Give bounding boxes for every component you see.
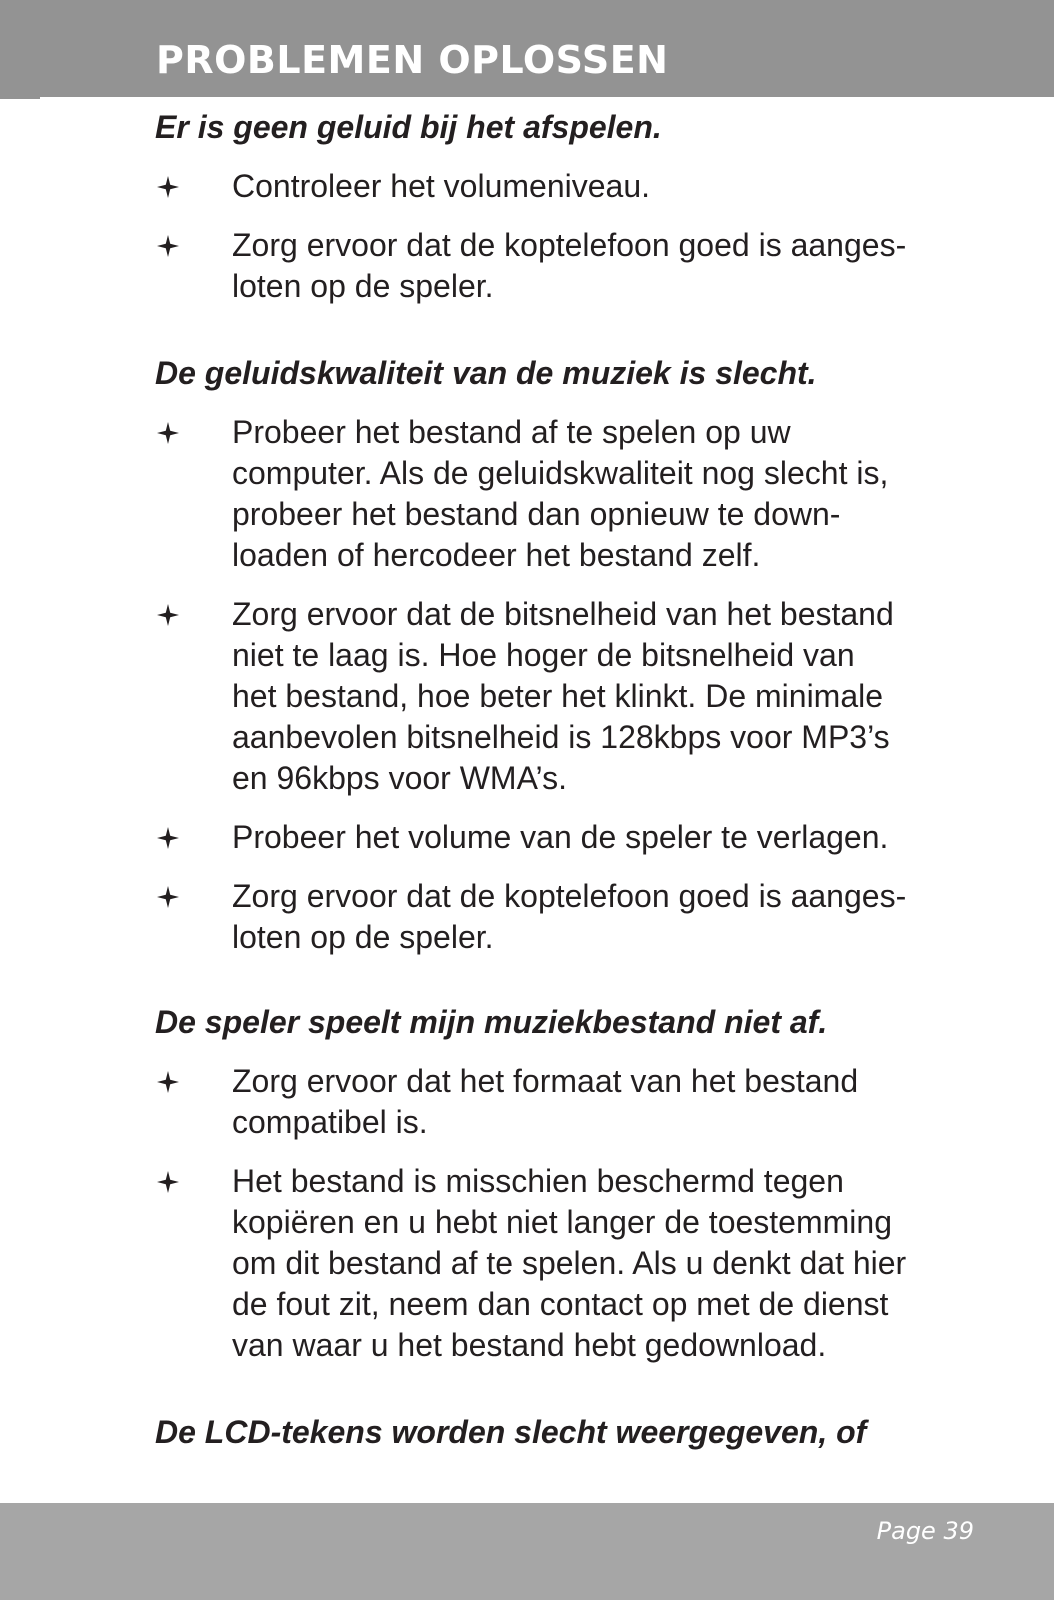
page-title: PROBLEMEN OPLOSSEN xyxy=(156,38,669,82)
item-text-line: Probeer het volume van de speler te verlagen. xyxy=(232,819,889,855)
item-text-line: computer. Als de geluidskwaliteit nog slecht is, xyxy=(232,455,889,491)
item-text-line: Probeer het bestand af te spelen op uw xyxy=(232,414,791,450)
section-lcd-characters xyxy=(155,1412,995,1452)
list-item xyxy=(155,1161,995,1366)
section-no-playback xyxy=(155,1002,995,1366)
section-heading: De speler speelt mijn muziekbestand niet af. xyxy=(155,1004,828,1040)
item-text-line: het bestand, hoe beter het klinkt. De minimale xyxy=(232,678,884,714)
item-text-line: loten op de speler. xyxy=(232,268,494,304)
list-item xyxy=(155,876,995,958)
item-text-line: loten op de speler. xyxy=(232,919,494,955)
section-heading: Er is geen geluid bij het afspelen. xyxy=(155,109,662,145)
section-heading: De geluidskwaliteit van de muziek is slecht. xyxy=(155,355,817,391)
list-item xyxy=(155,1061,995,1143)
page-number: Page 39 xyxy=(876,1517,974,1545)
star-bullet-icon xyxy=(155,166,181,207)
item-text-line: om dit bestand af te spelen. Als u denkt dat hier xyxy=(232,1245,907,1281)
item-text-line: Zorg ervoor dat het formaat van het bestand xyxy=(232,1063,859,1099)
section-heading: De LCD-tekens worden slecht weergegeven, of xyxy=(155,1414,867,1450)
star-bullet-icon xyxy=(155,225,181,266)
section-no-sound xyxy=(155,107,995,307)
item-text-line: Zorg ervoor dat de bitsnelheid van het bestand xyxy=(232,596,894,632)
section-sound-quality xyxy=(155,353,995,958)
star-bullet-icon xyxy=(155,876,181,917)
item-text-line: van waar u het bestand hebt gedownload. xyxy=(232,1327,827,1363)
item-text-line: en 96kbps voor WMA’s. xyxy=(232,760,567,796)
item-text-line: probeer het bestand dan opnieuw te down- xyxy=(232,496,841,532)
item-text-line: de fout zit, neem dan contact op met de dienst xyxy=(232,1286,889,1322)
list-item xyxy=(155,412,995,576)
star-bullet-icon xyxy=(155,1161,181,1202)
header-divider xyxy=(0,97,40,99)
list-item xyxy=(155,225,995,307)
list-item xyxy=(155,166,995,207)
item-text-line: niet te laag is. Hoe hoger de bitsnelheid van xyxy=(232,637,855,673)
item-text-line: Controleer het volumeniveau. xyxy=(232,168,651,204)
item-text-line: compatibel is. xyxy=(232,1104,428,1140)
star-bullet-icon xyxy=(155,1061,181,1102)
list-item xyxy=(155,594,995,799)
item-text-line: Zorg ervoor dat de koptelefoon goed is aanges- xyxy=(232,878,907,914)
list-item xyxy=(155,817,995,858)
item-text-line: aanbevolen bitsnelheid is 128kbps voor MP3’s xyxy=(232,719,890,755)
star-bullet-icon xyxy=(155,412,181,453)
item-text-line: kopiëren en u hebt niet langer de toestemming xyxy=(232,1204,892,1240)
star-bullet-icon xyxy=(155,594,181,635)
item-text-line: Het bestand is misschien beschermd tegen xyxy=(232,1163,844,1199)
item-text-line: Zorg ervoor dat de koptelefoon goed is aanges- xyxy=(232,227,907,263)
item-text-line: loaden of hercodeer het bestand zelf. xyxy=(232,537,761,573)
star-bullet-icon xyxy=(155,817,181,858)
